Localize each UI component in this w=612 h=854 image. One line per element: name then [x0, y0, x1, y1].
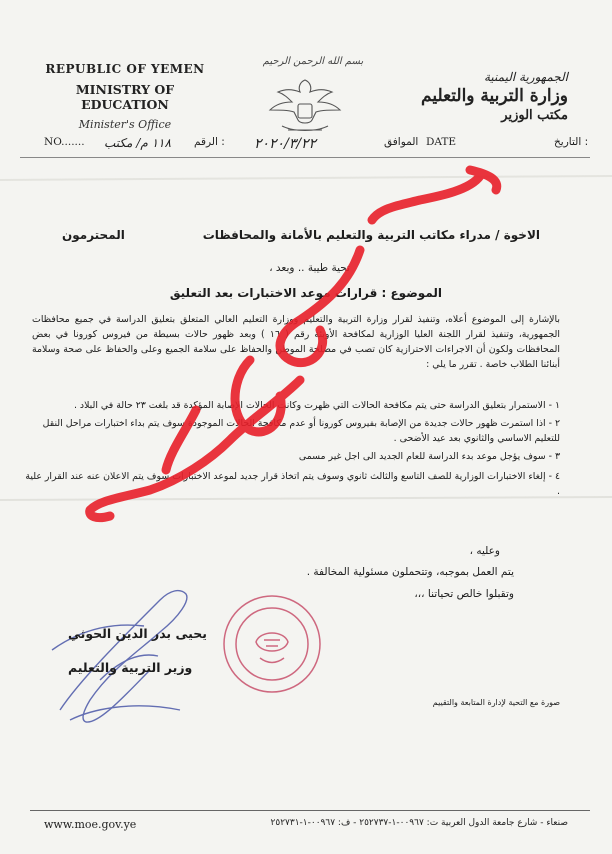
hijri-label: الموافق — [384, 136, 419, 148]
footer-address: صنعاء - شارع جامعة الدول العربية ت: ٠٠٩٦٧-١-٢٥٢٧٣٧ - ف: ٠٠٩٦٧-١-٢٥٢٧٣١ — [270, 818, 568, 828]
date-label-ar: التاريخ : — [554, 136, 589, 148]
ministry-seal — [220, 592, 324, 696]
letter-subject: الموضوع : قرارات موعد الاختبارات بعد التعليق — [169, 286, 442, 300]
decision-item-2: ٢ - اذا استمرت ظهور حالات جديدة من الإصابة بفيروس كورونا أو عدم مكافحة الحالات الموجودة سوف يتم بداء اختبارات مراحل النقل للتعليم الاساسي والثانوي بعد عيد الأضحى . — [42, 418, 560, 444]
closing-instruction: يتم العمل بموجبه، وتتحملون مسئولية المخالفة . — [306, 566, 514, 578]
number-label: NO....... — [44, 136, 85, 148]
basmala: بسم الله الرحمن الرحيم — [262, 56, 364, 67]
header-divider — [20, 157, 590, 158]
letter-body-paragraph: بالإشارة إلى الموضوع أعلاه، وتنفيذ لقرار وزارة التربية والتعليم ووزارة التعليم العالي المتعلق بتعليق الدراسة في جميع محافظات الجمهورية، وتنفيذ لقرار اللجنة العليا الوزارية لمكافحة الأوبئة رقم ( ١٦ ) وبعد ظهور حالات بسيطة من فيروس كورونا في بعض المحافظات ولكون أن الاجراءات الاحترازية كان تصب في مصلحة الموطن والحفاظ على سلامة الجميع وعلى والحفاظ على صحة وسلامة أبنائنا الطلاب خاصة . تقرر ما يلي : — [32, 314, 561, 370]
signatory-name: يحيى بدر الدين الحوثي — [68, 626, 207, 641]
header-english — [40, 62, 210, 131]
handwritten-date: ٢٠٢٠/٣/٢٢ — [254, 136, 317, 152]
footer-website: www.moe.gov.ye — [44, 818, 137, 831]
closing-therefore: وعليه ، — [469, 545, 500, 557]
handwritten-signature-icon — [40, 560, 240, 730]
seal-stamp-icon — [220, 592, 324, 696]
letter-greeting: تحية طيبة .. وبعد ، — [269, 262, 350, 274]
country-name-en: REPUBLIC OF YEMEN — [45, 62, 205, 76]
decision-item-4: ٤ - إلغاء الاختبارات الوزارية للصف التاسع والثالث ثانوي وسوف يتم اتخاذ قرار جديد لموعد الاختبارات سوف يتم الاعلان عنه عند القرار علية . — [25, 471, 560, 497]
reference-label-ar: الرقم : — [194, 136, 225, 148]
ministry-name-en: MINISTRY OF EDUCATION — [75, 82, 175, 112]
office-name-en: Minister's Office — [78, 118, 172, 131]
yemen-eagle-emblem-icon — [262, 74, 348, 136]
decision-item-3: ٣ - سوف يؤجل موعد بدء الدراسة للعام الجديد الى اجل غير مسمى — [298, 451, 560, 462]
decision-item-1: ١ - الاستمرار بتعليق الدراسة حتى يتم مكافحة الحالات التي ظهرت وكانت الحالات الإصابة المؤكدة قد بلغت ٢٣ حالة في البلاد . — [73, 400, 560, 411]
number-value: ١١٨ م/ مكتب — [104, 136, 171, 150]
copies-note: صورة مع التحية لإدارة المتابعة والتقييم — [432, 698, 560, 707]
ministry-name-ar: وزارة التربية والتعليم — [421, 86, 568, 106]
closing-regards: وتقبلوا خالص تحياتنا ،،، — [414, 588, 514, 600]
office-name-ar: مكتب الوزير — [501, 108, 568, 123]
letter-address-honorific: المحترمون — [62, 228, 125, 242]
country-name-ar: الجمهورية اليمنية — [483, 70, 568, 84]
date-label-en: DATE — [426, 136, 457, 148]
footer-divider — [30, 810, 590, 811]
signatory-title: وزير التربية والتعليم — [68, 660, 193, 675]
header-arabic — [378, 70, 568, 123]
letter-address: الاخوة / مدراء مكاتب التربية والتعليم بالأمانة والمحافظات — [202, 228, 540, 242]
reference-row — [22, 136, 588, 156]
